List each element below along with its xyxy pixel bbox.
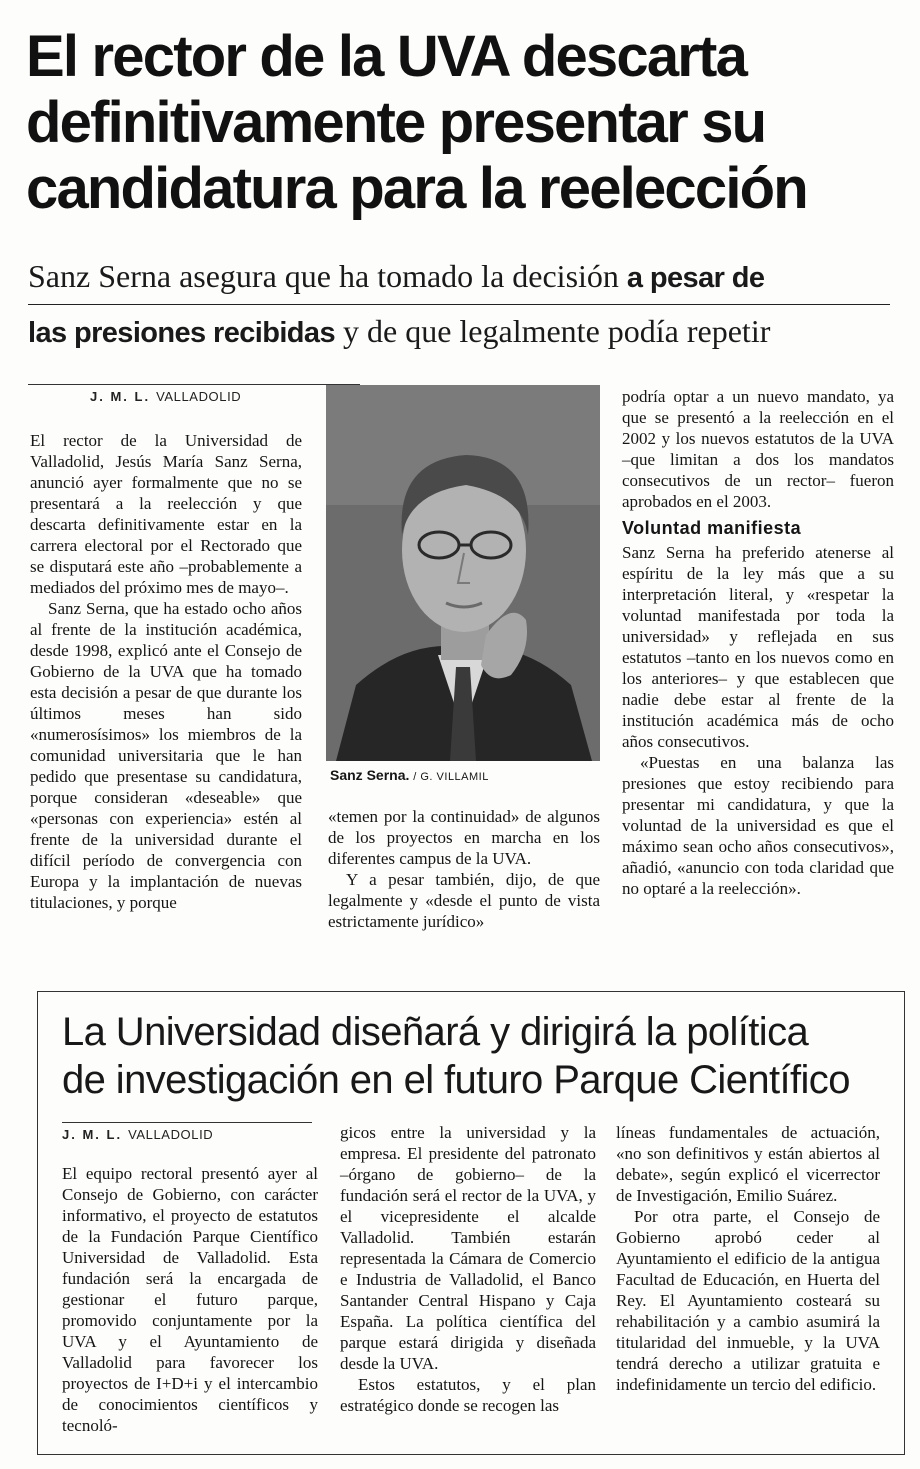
paragraph: El equipo rectoral presentó ayer al Consejo de Gobierno, con carácter informativo, el proyecto de estatutos de la Fundación Parque Científico Universidad de Valladolid. Esta fundación será la encargada de gestionar el futuro parque, promovido conjuntamente por la UVA y el Ayuntamiento de Valladolid para favorecer los proyectos de I+D+i y el intercambio de conocimientos científicos y tecnoló- bbox=[62, 1164, 318, 1435]
paragraph: El rector de la Universidad de Valladolid, Jesús María Sanz Serna, anunció ayer formalmente que no se presentará a la reelección y que descarta definitivamente estar en la carrera electoral por el Rectorado que se disputará este año –probablemente a mediados del próximo mes de mayo–. bbox=[30, 431, 302, 597]
paragraph: Estos estatutos, y el plan estratégico donde se recogen las bbox=[340, 1375, 596, 1415]
paragraph: líneas fundamentales de actuación, «no son definitivos y están abiertos al debate», según explicó el vicerrector de Investigación, Emilio Suárez. bbox=[616, 1123, 880, 1205]
paragraph: Por otra parte, el Consejo de Gobierno aprobó ceder al Ayuntamiento el edificio de la antigua Facultad de Educación, en Huerta del Rey. El Ayuntamiento costeará su rehabilitación y a cambio asumirá la titularidad del inmueble, y la UVA tendrá derecho a utilizar gratuita e indefinidamente un tercio del edificio. bbox=[616, 1207, 880, 1394]
subheadline-text: y de que legalmente podía repetir bbox=[334, 313, 771, 349]
paragraph: Y a pesar también, dijo, de que legalmente y «desde el punto de vista estrictamente jurídico» bbox=[328, 870, 600, 931]
paragraph: gicos entre la universidad y la empresa. El presidente del patronato –órgano de gobierno– de la fundación será el rector de la UVA, y el vicepresidente el alcalde Valladolid. También estarán representada la Cámara de Comercio e Industria de Valladolid, el Banco Santander Central Hispano y Caja España. La política científica del parque estará dirigida y diseñada desde la UVA. bbox=[340, 1123, 596, 1373]
subheadline-emphasis: a pesar de bbox=[626, 262, 765, 294]
paragraph: «Puestas en una balanza las presiones que estoy recibiendo para presentar mi candidatura, y que la voluntad de la universidad es que el máximo sean ocho años consecutivos», añadió, «anuncio con toda claridad que no optaré a la reelección». bbox=[622, 753, 894, 898]
byline-place: VALLADOLID bbox=[128, 1127, 214, 1142]
headline-line: definitivamente presentar su bbox=[26, 90, 766, 155]
article-column-3 bbox=[616, 1122, 880, 1395]
headline bbox=[26, 24, 906, 222]
paragraph: Sanz Serna, que ha estado ocho años al frente de la institución académica, desde 1998, explicó ante el Consejo de Gobierno de la UVA que ha tomado esta decisión a pesar de que durante los últimos meses han sido «numerosísimos» los miembros de la comunidad universitaria que le han pedido que presentase su candidatura, porque consideran «deseable» que «personas con experiencia» estén al frente de la universidad durante el difícil período de convergencia con Europa y la implantación de nuevas titulaciones, y porque bbox=[30, 599, 302, 912]
article-column-1 bbox=[62, 1163, 318, 1436]
article-column-3 bbox=[622, 386, 894, 899]
portrait-illustration bbox=[326, 385, 600, 761]
headline-line: El rector de la UVA descarta bbox=[26, 24, 747, 89]
headline-line: La Universidad diseñará y dirigirá la política bbox=[62, 1010, 809, 1054]
subheadline-text: Sanz Serna asegura que ha tomado la decisión bbox=[28, 258, 627, 294]
subheadline-line bbox=[28, 252, 890, 305]
portrait-photo bbox=[326, 385, 600, 761]
paragraph: podría optar a un nuevo mandato, ya que se presentó a la reelección en el 2002 y los nuevos estatutos de la UVA –que limitan a dos los mandatos consecutivos de un rector– fueron aprobados en el 2003. bbox=[622, 387, 894, 511]
article-column-2 bbox=[328, 806, 600, 932]
byline-author: J. M. L. bbox=[62, 1127, 123, 1142]
article-column-2 bbox=[340, 1122, 596, 1416]
byline-author: J. M. L. bbox=[90, 389, 151, 404]
photo-credit: / G. VILLAMIL bbox=[413, 771, 489, 783]
byline bbox=[62, 1122, 312, 1146]
section-subtitle: Voluntad manifiesta bbox=[622, 518, 802, 538]
photo-caption bbox=[330, 767, 489, 783]
byline bbox=[28, 384, 360, 408]
byline-place: VALLADOLID bbox=[156, 389, 242, 404]
secondary-headline bbox=[62, 1008, 892, 1104]
article-column-1 bbox=[30, 430, 302, 913]
paragraph: Sanz Serna ha preferido atenerse al espíritu de la ley más que a su interpretación literal, y «respetar la voluntad manifestada por toda la universidad» y reflejada en sus estatutos –tanto en los nuevos como en los anteriores– y que establecen que nadie debe estar al frente de la institución académica más de ocho años consecutivos. bbox=[622, 543, 894, 751]
caption-text: Sanz Serna. bbox=[330, 767, 410, 783]
subheadline bbox=[28, 252, 890, 357]
subheadline-line bbox=[28, 307, 890, 357]
headline-line: candidatura para la reelección bbox=[26, 156, 807, 221]
headline-line: de investigación en el futuro Parque Científico bbox=[62, 1058, 850, 1102]
paragraph: «temen por la continuidad» de algunos de los proyectos en marcha en los diferentes campus de la UVA. bbox=[328, 807, 600, 868]
subheadline-emphasis: las presiones recibidas bbox=[28, 317, 335, 349]
